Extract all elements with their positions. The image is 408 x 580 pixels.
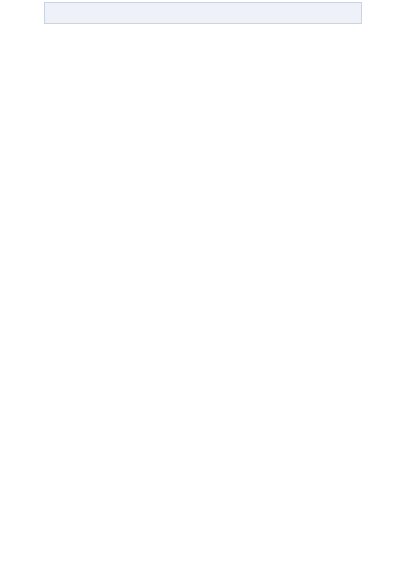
article-body	[64, 38, 350, 538]
promo-banner	[44, 2, 362, 24]
contact-footer	[0, 554, 408, 570]
